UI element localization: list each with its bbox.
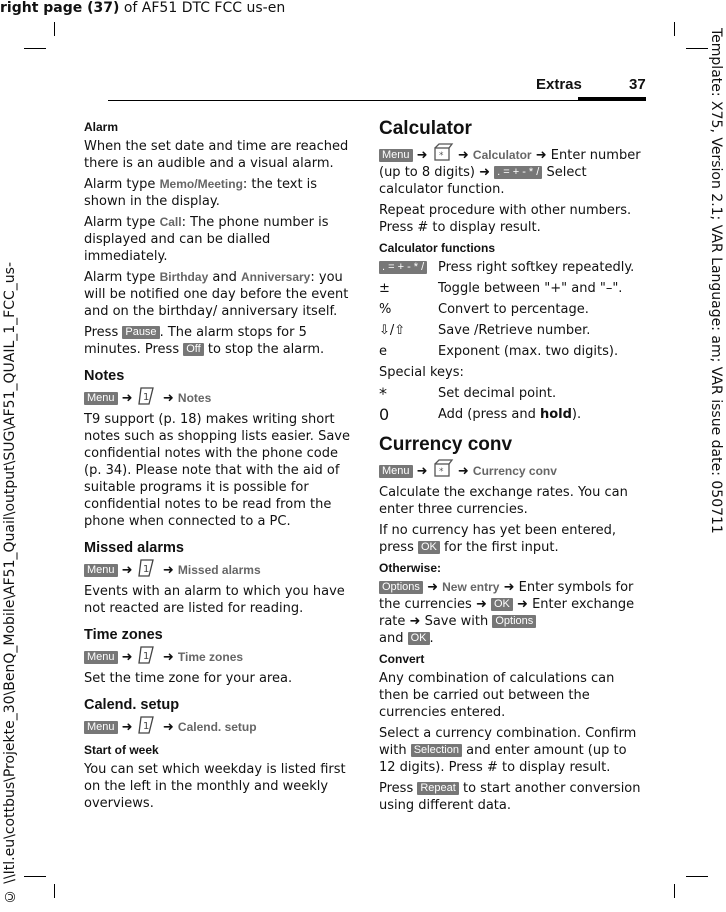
svg-text:1: 1 xyxy=(142,721,150,732)
arrow-icon: ➜ xyxy=(162,563,174,578)
arrow-icon: ➜ xyxy=(517,597,528,612)
extras-icon xyxy=(432,459,454,479)
menu-key: Menu xyxy=(84,651,118,664)
arrow-icon: ➜ xyxy=(416,148,428,163)
section-title: Extras xyxy=(536,76,582,93)
calend-setup-heading: Calend. setup xyxy=(84,697,180,713)
organiser-icon xyxy=(137,558,159,578)
svg-text:1: 1 xyxy=(142,651,150,662)
arrow-icon: ➜ xyxy=(416,464,428,479)
special-keys-label: Special keys: xyxy=(379,365,464,380)
notes-heading: Notes xyxy=(84,368,125,384)
calc-function-key: . = + - * / xyxy=(379,261,427,274)
alarm-p1: When the set date and time are reached there is an audible and a visual alarm. xyxy=(84,139,349,171)
currency-conv-path: Menu ➜ * ➜ Currency conv xyxy=(379,459,645,480)
header-rule xyxy=(108,100,646,101)
svg-text:*: * xyxy=(438,467,444,477)
organiser-icon xyxy=(137,386,159,406)
crop-mark xyxy=(54,884,55,898)
left-column xyxy=(84,119,356,816)
missed-alarms-heading: Missed alarms xyxy=(84,540,184,556)
calend-setup-path: Menu ➜ 1 ➜ Calend. setup xyxy=(84,715,356,736)
svg-text:1: 1 xyxy=(142,392,150,403)
currency-p1: Calculate the exchange rates. You can enter three currencies. xyxy=(379,485,628,517)
notes-path: Menu ➜ 1 ➜ Notes xyxy=(84,386,356,407)
arrow-icon: ➜ xyxy=(479,165,490,180)
arrow-icon: ➜ xyxy=(409,614,421,629)
arrow-icon: ➜ xyxy=(121,650,133,665)
arrow-icon: ➜ xyxy=(503,580,515,595)
alarm-p5: Press Pause . The alarm stops for 5 minutes. Press Off to stop the alarm. xyxy=(84,325,325,357)
arrow-icon: ➜ xyxy=(162,720,174,735)
otherwise-heading: Otherwise: xyxy=(379,561,442,575)
arrow-icon: ➜ xyxy=(535,148,547,163)
selection-key: Selection xyxy=(411,744,462,757)
calend-setup-p1: You can set which weekday is listed first on the left in the monthly and weekly overviews. xyxy=(84,762,346,811)
options-key: Options xyxy=(492,615,536,628)
crop-mark xyxy=(686,48,708,49)
menu-key: Menu xyxy=(84,564,118,577)
arrow-icon: ➜ xyxy=(457,148,469,163)
alarm-p4: Alarm type Birthday and Anniversary: you will be notified one day before the event and on the birthday/ anniversary itself. xyxy=(84,270,349,319)
svg-text:*: * xyxy=(438,151,444,161)
menu-key: Menu xyxy=(379,465,413,478)
notes-p1: T9 support (p. 18) makes writing short notes such as shopping lists easier. Save confidential notes with the phone code (p. 34). Please note that with the aid of suitable programs it is possible for confidential notes to be read from the phone when connected to a PC. xyxy=(84,412,350,529)
save-retrieve-icon: ⇩/⇧ xyxy=(379,323,406,338)
calc-function-key: . = + - * / xyxy=(494,166,542,179)
time-zones-path: Menu ➜ 1 ➜ Time zones xyxy=(84,645,356,666)
time-zones-p1: Set the time zone for your area. xyxy=(84,671,293,686)
currency-p3: Any combination of calculations can then be carried out between the currencies entered. xyxy=(379,671,615,720)
svg-text:1: 1 xyxy=(142,564,150,575)
document-title: right page (37) of AF51 DTC FCC us-en xyxy=(0,0,286,16)
calculator-functions-heading: Calculator functions xyxy=(379,241,496,255)
currency-conv-heading: Currency conv xyxy=(379,434,513,455)
calculator-p1: Repeat procedure with other numbers. Press # to display result. xyxy=(379,203,632,235)
repeat-key: Repeat xyxy=(417,782,458,795)
off-key: Off xyxy=(183,343,203,356)
convert-heading: Convert xyxy=(379,652,425,666)
calculator-path: Menu ➜ * ➜ Calculator ➜ Enter number (up to 8 digits) ➜ . = + - * / Select calculator function. xyxy=(379,143,645,198)
right-column xyxy=(379,117,645,818)
arrow-icon: ➜ xyxy=(162,391,174,406)
crop-mark xyxy=(674,22,675,36)
arrow-icon: ➜ xyxy=(121,563,133,578)
currency-p2: If no currency has yet been entered, press OK for the first input. xyxy=(379,523,617,555)
menu-key: Menu xyxy=(379,149,413,162)
ok-key: OK xyxy=(418,541,440,554)
special-key-row: 0 Add (press and hold). xyxy=(379,405,582,424)
calc-function-row: ⇩/⇧ Save /Retrieve number. xyxy=(379,323,591,338)
crop-mark xyxy=(686,876,708,877)
alarm-p2: Alarm type Memo/Meeting: the text is shown in the display. xyxy=(84,177,318,209)
alarm-p3: Alarm type Call: The phone number is displayed and can be dialled immediately. xyxy=(84,215,329,264)
start-of-week-heading: Start of week xyxy=(84,743,159,757)
currency-p4: Select a currency combination. Confirm with Selection and enter amount (up to 12 digits). Press # to display result. xyxy=(379,726,637,775)
page-number: 37 xyxy=(629,76,646,93)
header-bar xyxy=(578,97,646,100)
arrow-icon: ➜ xyxy=(121,720,133,735)
ok-key: OK xyxy=(408,632,430,645)
calculator-heading: Calculator xyxy=(379,118,472,139)
menu-key: Menu xyxy=(84,721,118,734)
alarm-heading: Alarm xyxy=(84,120,119,134)
organiser-icon xyxy=(137,715,159,735)
arrow-icon: ➜ xyxy=(121,391,133,406)
special-key-row: * Set decimal point. xyxy=(379,384,557,403)
crop-mark xyxy=(674,884,675,898)
calc-function-row: % Convert to percentage. xyxy=(379,302,589,317)
currency-p5: Press Repeat to start another conversion using different data. xyxy=(379,781,641,813)
crop-mark xyxy=(24,876,46,877)
calc-function-row: . = + - * / Press right softkey repeatedly. xyxy=(379,259,645,276)
otherwise-path: Options ➜ New entry ➜ Enter symbols for the currencies ➜ OK ➜ Enter exchange rate ➜ Save with Options and OK . xyxy=(379,580,635,646)
crop-mark xyxy=(24,48,46,49)
arrow-icon: ➜ xyxy=(475,597,487,612)
file-path: © \\Itl.eu\cottbus\Projekte_30\BenQ_Mobile\AF51_Quail\output\SUG\AF51_QUAIL_1_FCC_us- xyxy=(2,261,18,904)
time-zones-heading: Time zones xyxy=(84,627,163,643)
arrow-icon: ➜ xyxy=(162,650,174,665)
menu-key: Menu xyxy=(84,392,118,405)
arrow-icon: ➜ xyxy=(457,464,469,479)
ok-key: OK xyxy=(491,598,513,611)
calc-function-row: ± Toggle between "+" and "–". xyxy=(379,281,623,296)
arrow-icon: ➜ xyxy=(427,580,438,595)
missed-alarms-p1: Events with an alarm to which you have not reacted are listed for reading. xyxy=(84,584,345,616)
extras-icon xyxy=(432,143,454,163)
pause-key: Pause xyxy=(122,326,159,339)
options-key: Options xyxy=(379,581,423,594)
crop-mark xyxy=(54,22,55,36)
organiser-icon xyxy=(137,645,159,665)
missed-alarms-path: Menu ➜ 1 ➜ Missed alarms xyxy=(84,558,356,579)
calc-function-row: e Exponent (max. two digits). xyxy=(379,344,619,359)
template-info: Template: X75, Version 2.1; VAR Language: am; VAR issue date: 050711 xyxy=(708,28,724,534)
